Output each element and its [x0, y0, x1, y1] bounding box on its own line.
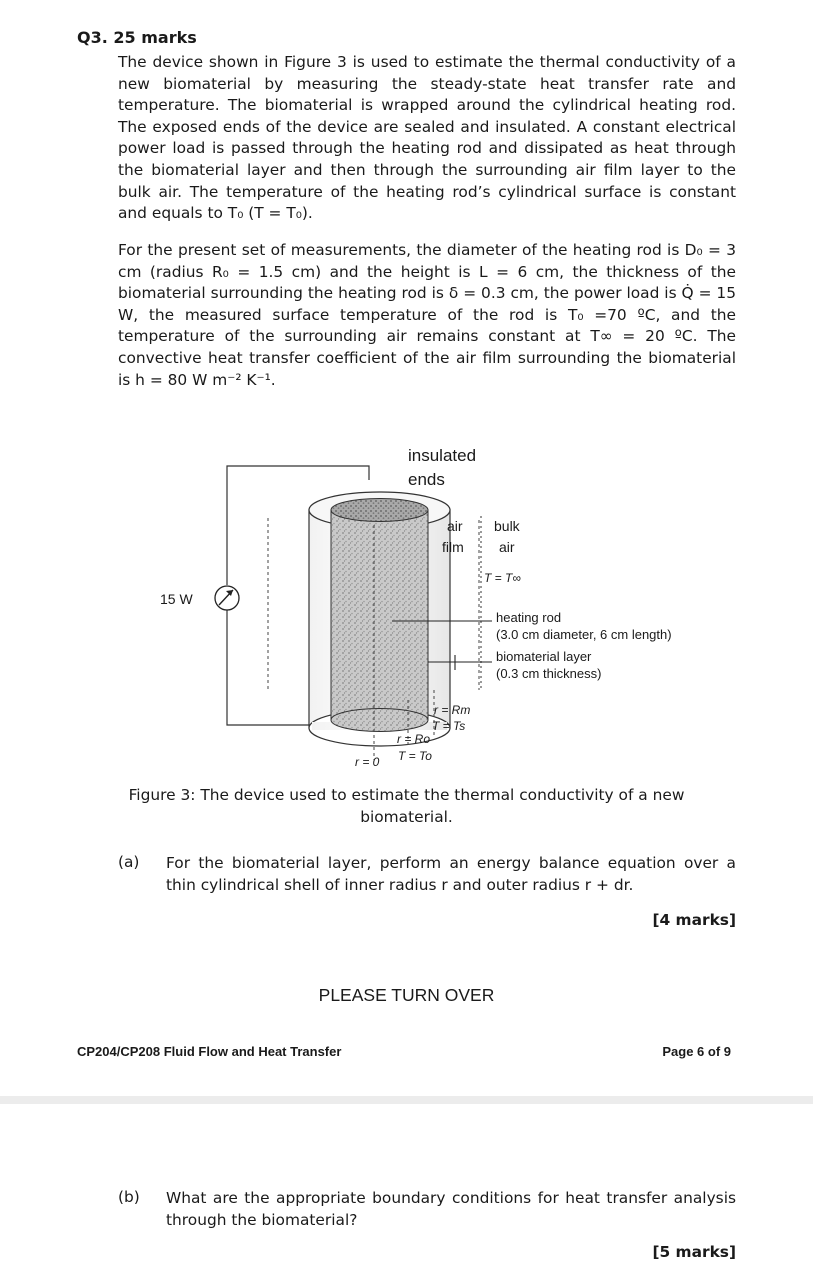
- question-heading: Q3. 25 marks: [77, 28, 197, 47]
- part-b-marks: [5 marks]: [652, 1243, 736, 1261]
- figure-caption: Figure 3: The device used to estimate the thermal conductivity of a new biomaterial.: [128, 786, 685, 826]
- intro-paragraph: The device shown in Figure 3 is used to estimate the thermal conductivity of a new biomaterial by measuring the steady-state heat transfer rate and temperature. The biomaterial is wrapped around the cylindrical heating rod. The exposed ends of the device are sealed and insulated. A constant electrical power load is passed through the heating rod and dissipated as heat through the biomaterial layer and then through the surrounding air film layer to the bulk air. The temperature of the heating rod’s cylindrical surface is constant and equals to T₀ (T = T₀).: [118, 53, 736, 223]
- t-infinity-label: T = T∞: [484, 571, 521, 585]
- t-ts-label: T = Ts: [432, 719, 466, 733]
- insulated-label: insulated: [408, 446, 477, 465]
- measurements-paragraph: For the present set of measurements, the diameter of the heating rod is D₀ = 3 cm (radius R₀ = 1.5 cm) and the height is L = 6 cm, the thickness of the biomaterial surrounding the heating rod is δ = 0.3 cm, the power load is Q̇ = 15 W, the measured surface temperature of the rod is T₀ =70 ºC, and the temperature of the surrounding air remains constant at T∞ = 20 ºC. The convective heat transfer coefficient of the air film surrounding the biomaterial is h = 80 W m⁻² K⁻¹.: [118, 241, 736, 389]
- ends-label: ends: [408, 470, 445, 489]
- part-a-text: For the biomaterial layer, perform an energy balance equation over a thin cylindrical shell of inner radius r and outer radius r + dr.: [166, 854, 736, 894]
- r-rm-label: r = Rm: [434, 703, 471, 717]
- power-meter-icon: [215, 586, 239, 610]
- device-figure: [0, 430, 813, 780]
- part-a-label: (a): [118, 853, 140, 871]
- power-label: 15 W: [160, 591, 193, 607]
- page-break: [0, 1096, 813, 1104]
- part-a-marks: [4 marks]: [652, 911, 736, 929]
- biomaterial-label: biomaterial layer: [496, 649, 592, 664]
- part-b-label: (b): [118, 1188, 140, 1206]
- air-label: air: [447, 518, 463, 534]
- r-zero-label: r = 0: [355, 755, 380, 769]
- footer-page-number: Page 6 of 9: [662, 1044, 731, 1059]
- heating-rod-dims: (3.0 cm diameter, 6 cm length): [496, 627, 672, 642]
- biomaterial-dims: (0.3 cm thickness): [496, 666, 602, 681]
- bulk-label: bulk: [494, 518, 520, 534]
- heating-rod: [331, 499, 428, 732]
- please-turn-over: PLEASE TURN OVER: [318, 985, 495, 1005]
- t-to-label: T = To: [398, 749, 432, 763]
- r-ro-label: r = Ro: [397, 732, 431, 746]
- part-b-text: What are the appropriate boundary conditions for heat transfer analysis through the biomaterial?: [166, 1189, 736, 1229]
- heating-rod-label: heating rod: [496, 610, 562, 625]
- bulk-air-label: air: [499, 539, 515, 555]
- film-label: film: [442, 539, 464, 555]
- footer-course: CP204/CP208 Fluid Flow and Heat Transfer: [77, 1044, 342, 1059]
